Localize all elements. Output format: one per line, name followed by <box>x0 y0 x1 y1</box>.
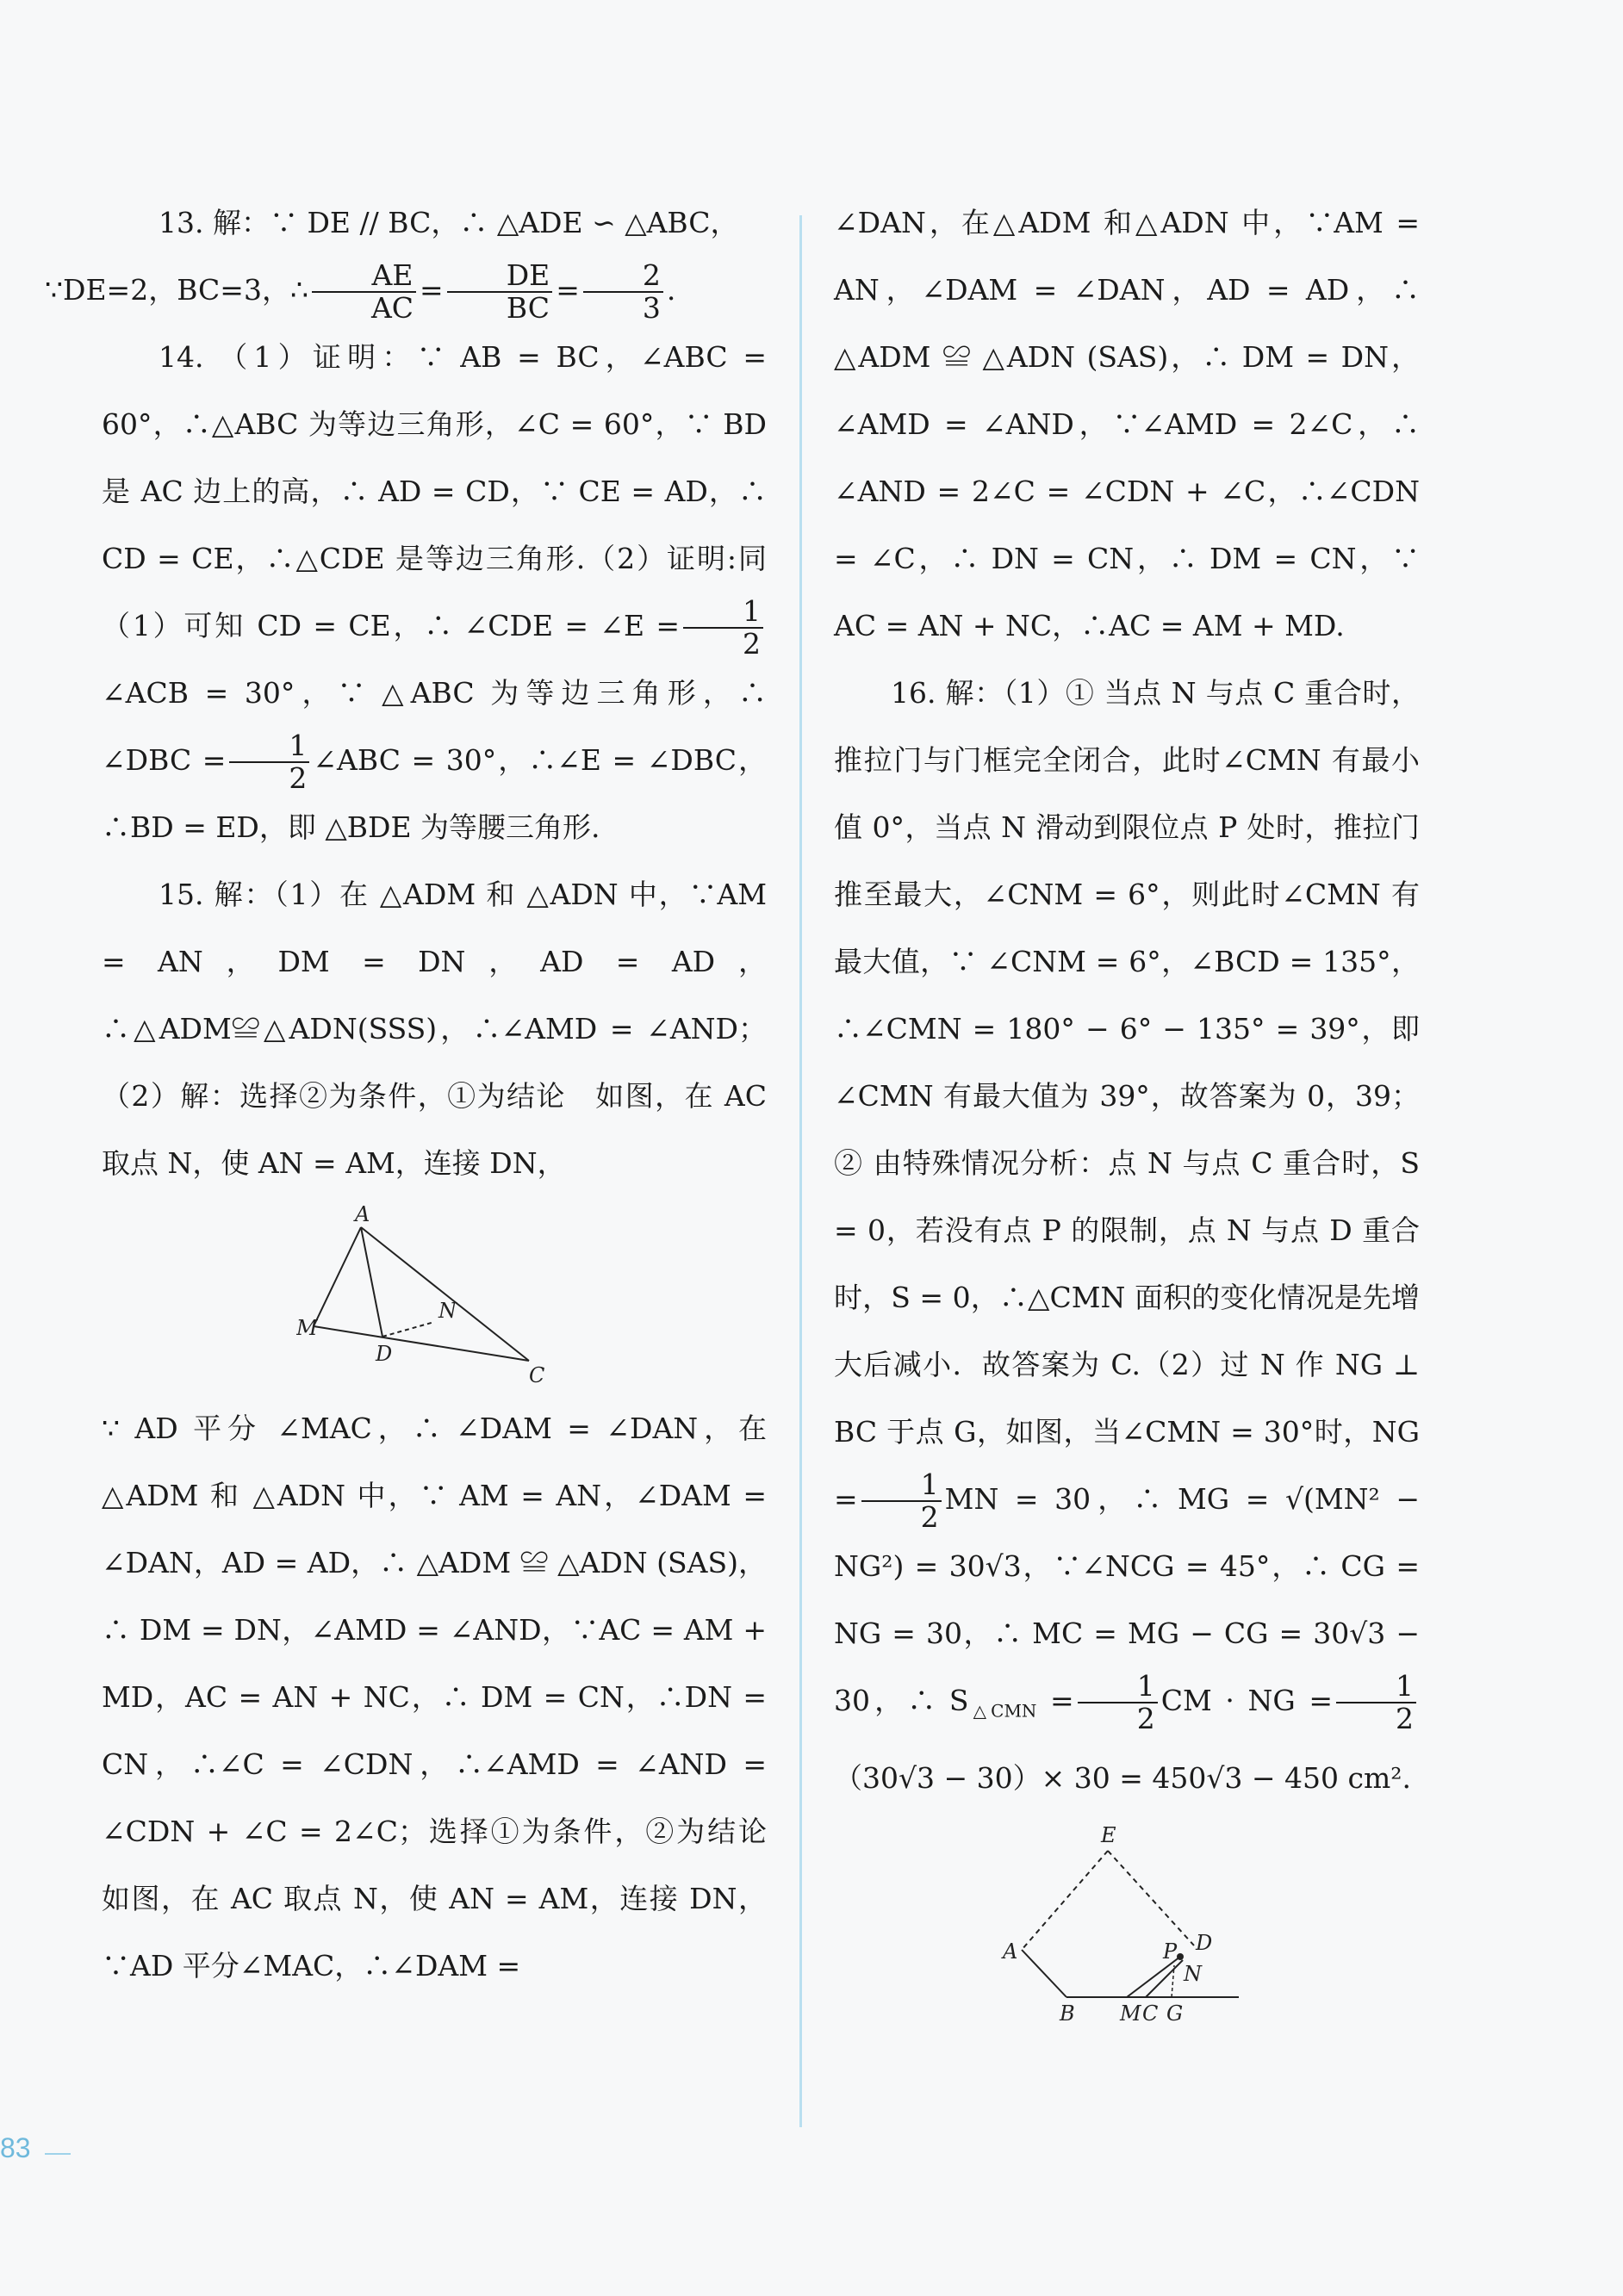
fraction-2-3: $\frac{2}{3}$ <box>583 260 663 324</box>
triangle-figure-amdnc <box>296 1206 572 1387</box>
page-number: 83 <box>0 2132 31 2163</box>
solution-13-line-1: 13. 解：∵ DE // BC，∴ △ADE ∽ △ABC， <box>159 206 739 239</box>
label-m: M <box>296 1316 318 1340</box>
fraction-one-half: $\frac{1}{2}$ <box>861 1469 942 1533</box>
fraction-one-half: $\frac{1}{2}$ <box>1078 1671 1158 1734</box>
fraction-ae-ac: $\frac{AE}{AC}$ <box>312 260 416 324</box>
pentagon-door-figure <box>980 1821 1273 2045</box>
label-a: A <box>355 1206 370 1226</box>
fraction-one-half: $\frac{1}{2}$ <box>1336 1671 1416 1734</box>
solution-14: 14. （1）证明：∵ AB = BC，∠ABC = 60°，∴△ABC 为等边三角形，∠C = 60°，∵ BD 是 AC 边上的高，∴ AD = CD，∵ CE = AD，∴ CD = CE，∴△CDE 是等边三角形.（2）证明:同（1）可知 CD = CE，∴ ∠CDE = ∠E = $\frac{1}{2}$ ∠ACB = 30°，∵ △ABC 为等边三角形，∴ ∠DBC = $\frac{1}{2}$ ∠ABC = 30°，∴∠E = ∠DBC，∴BD = ED，即 △BDE 为等腰三角形. <box>102 340 767 844</box>
solution-15: 15. 解：（1）在 △ADM 和 △ADN 中，∵AM = AN，DM = DN，AD = AD，∴△ADM≌△ADN(SSS)，∴∠AMD = ∠AND；（2）解：选择②为条件，①为结论 如图，在 AC 取点 N，使 AN = AM，连接 DN， <box>102 878 767 1180</box>
label-m: M <box>1120 2001 1141 2026</box>
label-n: N <box>1184 1961 1202 1986</box>
right-column <box>834 189 1420 2053</box>
solution-13-line-2: ∵DE=2，BC=3，∴ <box>45 273 308 307</box>
label-e: E <box>1101 1822 1116 1847</box>
column-divider <box>799 215 802 2127</box>
fraction-one-half: $\frac{1}{2}$ <box>229 730 309 794</box>
label-d: D <box>376 1342 393 1366</box>
area-subscript: △CMN <box>968 1700 1037 1722</box>
page-number-rule <box>45 2153 71 2155</box>
label-d: D <box>1196 1930 1213 1955</box>
label-a: A <box>1003 1939 1018 1964</box>
left-column <box>45 189 795 2000</box>
fraction-one-half: $\frac{1}{2}$ <box>683 596 763 660</box>
label-c: C <box>529 1363 545 1387</box>
label-b: B <box>1060 2001 1075 2026</box>
label-n: N <box>438 1299 457 1323</box>
solution-13: 13. 解：∵ DE // BC，∴ △ADE ∽ △ABC， ∵DE=2，BC=3，∴ $\frac{AE}{AC}$ = $\frac{DE}{BC}$ = $\frac{2}{3}$ . <box>45 206 739 325</box>
fraction-de-bc: $\frac{DE}{BC}$ <box>447 260 553 324</box>
label-p: P <box>1163 1939 1178 1964</box>
solution-15-continued: ∠DAN，在△ADM 和△ADN 中，∵AM = AN，∠DAM = ∠DAN，AD = AD，∴ △ADM ≌ △ADN (SAS)，∴ DM = DN，∠AMD = ∠AND，∵∠AMD = 2∠C，∴ ∠AND = 2∠C = ∠CDN + ∠C，∴∠CDN = ∠C，∴ DN = CN，∴ DM = CN，∵ AC = AN + NC，∴AC = AM + MD. <box>834 206 1420 642</box>
solution-16: 16. 解：（1）① 当点 N 与点 C 重合时，推拉门与门框完全闭合，此时∠CMN 有最小值 0°，当点 N 滑动到限位点 P 处时，推拉门推至最大，∠CNM = 6°，则此时∠CMN 有最大值，∵ ∠CNM = 6°，∠BCD = 135°，∴∠CMN = 180° − 6° − 135° = 39°，即∠CMN 有最大值为 39°，故答案为 0，39；② 由特殊情况分析：点 N 与点 C 重合时，S = 0，若没有点 P 的限制，点 N 与点 D 重合时，S = 0，∴△CMN 面积的变化情况是先增大后减小．故答案为 C.（2）过 N 作 NG ⊥ BC 于点 G，如图，当∠CMN = 30°时，NG = $\frac{1}{2}$ MN = 30，∴ MG = √(MN² − NG²) = 30√3，∵∠NCG = 45°，∴ CG = NG = 30，∴ MC = MG − CG = 30√3 − 30，∴ $S_{\triangle CMN}$ = $\frac{1}{2}$ CM · NG = $\frac{1}{2}$ （30√3 − 30）× 30 = 450√3 − 450 cm². <box>834 676 1420 1795</box>
solution-15-part-2: ∵ AD 平分 ∠MAC，∴ ∠DAM = ∠DAN，在 △ADM 和 △ADN 中，∵ AM = AN，∠DAM = ∠DAN，AD = AD，∴ △ADM ≌ △ADN (SAS)，∴ DM = DN，∠AMD = ∠AND，∵AC = AM + MD，AC = AN + NC，∴ DM = CN，∴DN = CN，∴∠C = ∠CDN，∴∠AMD = ∠AND = ∠CDN + ∠C = 2∠C；选择①为条件，②为结论 如图，在 AC 取点 N，使 AN = AM，连接 DN，∵AD 平分∠MAC，∴∠DAM = <box>102 1412 795 1983</box>
label-g: G <box>1166 2001 1184 2026</box>
label-c: C <box>1142 2001 1159 2026</box>
